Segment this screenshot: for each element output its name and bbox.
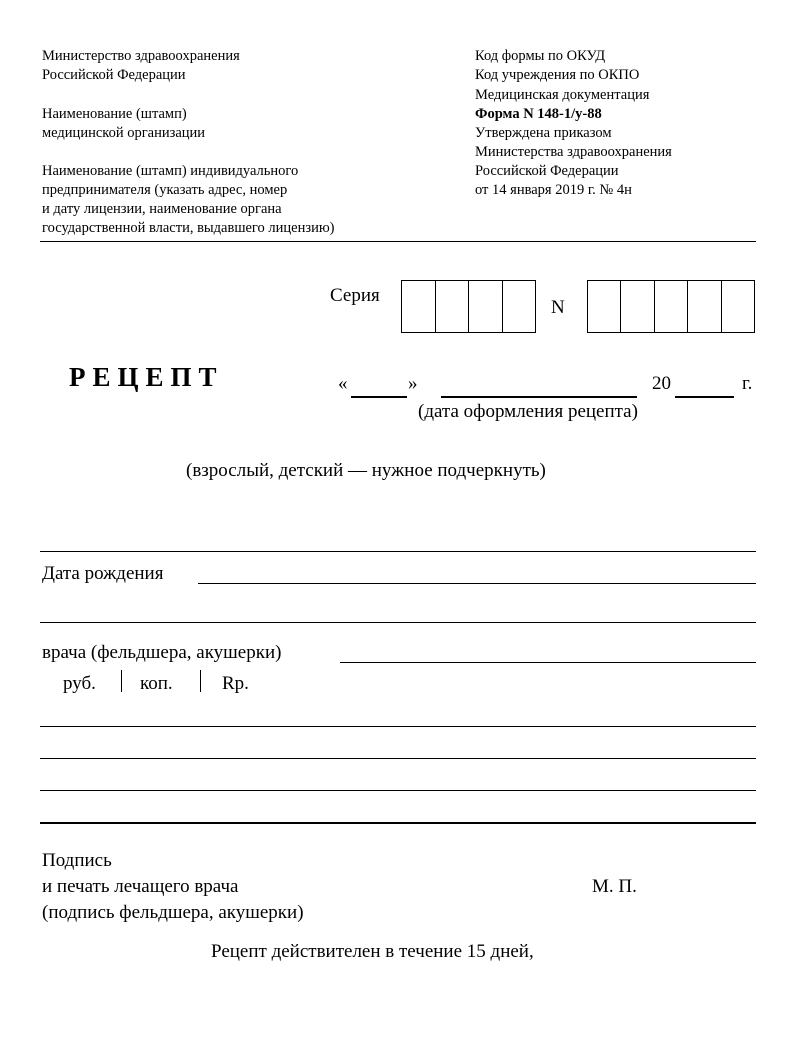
day-field[interactable]: [351, 396, 407, 398]
ministry-line-2: Российской Федерации: [42, 67, 186, 83]
price-separator: [121, 670, 122, 692]
prescription-line[interactable]: [40, 758, 756, 759]
series-cell[interactable]: [436, 281, 470, 332]
stamp-place-label: М. П.: [592, 876, 637, 897]
patient-name-line[interactable]: [40, 551, 756, 552]
number-cell[interactable]: [621, 281, 654, 332]
entrepreneur-line-1: Наименование (штамп) индивидуального: [42, 163, 299, 179]
year-prefix: 20: [652, 373, 671, 394]
birth-date-label: Дата рождения: [42, 563, 164, 584]
prescription-end-line: [40, 822, 756, 824]
series-cell[interactable]: [469, 281, 503, 332]
approved-federation: Российской Федерации: [475, 163, 619, 179]
number-cell[interactable]: [688, 281, 721, 332]
form-number: Форма N 148-1/у-88: [475, 106, 602, 122]
entrepreneur-line-2: предпринимателя (указать адрес, номер: [42, 182, 288, 198]
signature-line-3: (подпись фельдшера, акушерки): [42, 902, 304, 923]
year-field[interactable]: [675, 396, 734, 398]
number-boxes[interactable]: [587, 280, 755, 333]
series-boxes[interactable]: [401, 280, 536, 333]
price-separator: [200, 670, 201, 692]
number-cell[interactable]: [655, 281, 688, 332]
address-line[interactable]: [40, 622, 756, 623]
number-cell[interactable]: [588, 281, 621, 332]
patient-type-note: (взрослый, детский — нужное подчеркнуть): [186, 460, 546, 481]
prescription-line[interactable]: [40, 726, 756, 727]
entrepreneur-line-4: государственной власти, выдавшего лицензию): [42, 220, 335, 236]
series-cell[interactable]: [402, 281, 436, 332]
approved-label: Утверждена приказом: [475, 125, 612, 141]
date-caption: (дата оформления рецепта): [418, 401, 638, 422]
birth-date-field[interactable]: [198, 583, 756, 584]
year-suffix: г.: [742, 373, 753, 394]
validity-note: Рецепт действителен в течение 15 дней,: [211, 941, 534, 962]
rub-label: руб.: [63, 673, 96, 694]
month-field[interactable]: [441, 396, 637, 398]
approved-ministry: Министерства здравоохранения: [475, 144, 672, 160]
entrepreneur-line-3: и дату лицензии, наименование органа: [42, 201, 282, 217]
kop-label: коп.: [140, 673, 173, 694]
series-cell[interactable]: [503, 281, 536, 332]
signature-line-2: и печать лечащего врача: [42, 876, 239, 897]
med-docs-label: Медицинская документация: [475, 87, 650, 103]
okud-label: Код формы по ОКУД: [475, 48, 606, 64]
order-date: от 14 января 2019 г. № 4н: [475, 182, 632, 198]
date-open-quote: «: [338, 373, 348, 394]
header-divider: [40, 241, 756, 242]
okpo-label: Код учреждения по ОКПО: [475, 67, 640, 83]
rp-label: Rp.: [222, 673, 249, 694]
prescription-line[interactable]: [40, 790, 756, 791]
date-close-quote: »: [408, 373, 418, 394]
org-stamp-line-1: Наименование (штамп): [42, 106, 187, 122]
number-cell[interactable]: [722, 281, 754, 332]
signature-line-1: Подпись: [42, 850, 112, 871]
series-label: Серия: [330, 285, 380, 306]
doctor-field[interactable]: [340, 662, 756, 663]
org-stamp-line-2: медицинской организации: [42, 125, 206, 141]
doctor-label: врача (фельдшера, акушерки): [42, 642, 282, 663]
page-title: РЕЦЕПТ: [69, 362, 224, 392]
ministry-line-1: Министерство здравоохранения: [42, 48, 240, 64]
number-label: N: [551, 297, 565, 318]
